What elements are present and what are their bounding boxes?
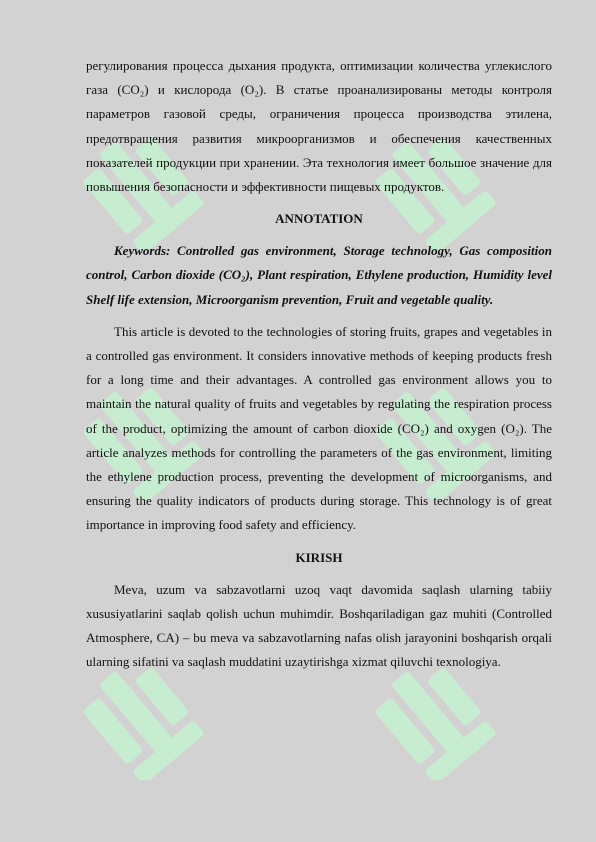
annotation-body: This article is devoted to the technologies of storing fruits, grapes and vegetables in a controlled gas environment. It considers innovative methods of keeping products fresh for a long time and their advantages. A controlled gas environment allows you to maintain the natural quality of fruits and vegetables by regulating the respiration process of the product, optimizing the amount of carbon dioxide (CO₂) and oxygen (O₂). The article analyzes methods for controlling the parameters of the gas environment, limiting the ethylene production process, preventing the development of microorganisms, and ensuring the quality indicators of products during storage. This technology is of great importance in improving food safety and efficiency. (86, 323, 552, 533)
keywords-paragraph: Keywords: Controlled gas environment, Storage technology, Gas composition control, Carbon dioxide (CO₂), Plant respiration, Ethylene production, Humidity level Shelf life extension, Microorganism prevention, Fruit and vegetable quality. (86, 243, 552, 307)
kirish-body: Meva, uzum va sabzavotlarni uzoq vaqt davomida saqlash ularning tabiiy xususiyatlarini saqlab qolish uchun muhimdir. Boshqariladigan gaz muhiti (Controlled Atmosphere, CA) – bu meva va sabzavotlarning nafas olish jarayonini boshqarish orqali ularning sifatini va saqlash muddatini uzaytirishga xizmat qiluvchi texnologiya. (86, 581, 552, 670)
annotation-heading: ANNOTATION (275, 211, 363, 227)
kirish-heading: KIRISH (295, 549, 343, 565)
russian-abstract-continuation: регулирования процесса дыхания продукта, оптимизации количества углекислого газа (CO₂) и кислорода (O₂). В статье проанализированы методы контроля параметров газовой среды, ограничения процесса производства этилена, предотвращения развития микроорганизмов и обеспечения качественных показателей продукции при хранении. Эта технология имеет большое значение для повышения безопасности и эффективности пищевых продуктов. (86, 58, 552, 195)
document-page (86, 54, 552, 674)
